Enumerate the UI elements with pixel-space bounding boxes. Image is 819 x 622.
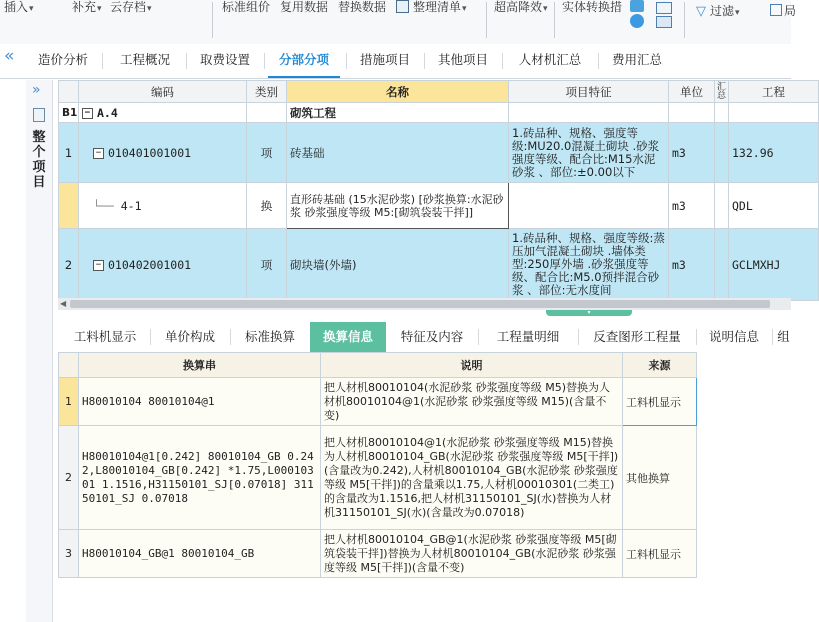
calc-header-string[interactable]: 换算串 <box>79 353 321 378</box>
table-row[interactable] <box>59 183 819 229</box>
scrollbar-thumb[interactable] <box>70 300 770 308</box>
organize-list-label: 整理清单 <box>413 0 462 14</box>
tab-divider <box>186 53 187 69</box>
calc-row-source[interactable]: 工料机显示 <box>623 378 697 426</box>
height-reduction-button[interactable]: 超高降效▾ <box>494 0 548 14</box>
organize-list-button[interactable]: 整理清单▾ <box>396 0 467 16</box>
bottom-tab-bar <box>58 322 791 353</box>
tab-divider <box>478 329 479 345</box>
tab-quantity-detail[interactable]: 工程量明细 <box>496 329 560 344</box>
calc-row-number: 3 <box>59 530 79 578</box>
scroll-left-icon[interactable]: ◀ <box>60 299 67 308</box>
tab-unit-price-composition[interactable]: 单价构成 <box>164 329 215 344</box>
tab-fee-summary[interactable]: 费用汇总 <box>611 52 662 67</box>
header-unit[interactable]: 单位 <box>669 81 715 103</box>
tab-divider <box>150 329 151 345</box>
table-row[interactable] <box>59 378 697 426</box>
tab-divider <box>578 329 579 345</box>
row-code-cell: └── 4-1 <box>79 183 247 229</box>
tab-graphic-quantity-lookup[interactable]: 反查图形工程量 <box>593 329 681 344</box>
calc-row-description: 把人材机80010104@1(水泥砂浆 砂浆强度等级 M15)替换为人材机80010104_GB(水泥砂浆 砂浆强度等级 M5[干拌])(含量改为0.242),人材机80010104_GB(水泥砂浆 砂浆强度等级 M5[干拌])的含量乘以1.75,人材机00010301(二类工)的含量改为1.1516,把人材机31150101_SJ(水)替换为人材机31150101_SJ(水)(含量改为0.07018) <box>321 426 623 530</box>
calc-row-source[interactable]: 其他换算 <box>623 426 697 530</box>
layout-icon <box>770 4 782 16</box>
insert-button[interactable]: 插入▾ <box>4 0 34 14</box>
table-row[interactable] <box>59 530 697 578</box>
calc-row-string[interactable]: H80010104 80010104@1 <box>79 378 321 426</box>
calc-header-number <box>59 353 79 378</box>
toolbar <box>0 0 797 45</box>
section-unit <box>669 103 715 123</box>
tab-divider <box>230 329 231 345</box>
supplement-button[interactable]: 补充▾ <box>72 0 102 14</box>
left-strip <box>26 80 53 622</box>
table-tool-icon[interactable] <box>656 2 672 14</box>
tab-project-overview[interactable]: 工程概况 <box>119 52 170 67</box>
tab-group[interactable]: 组 <box>777 329 790 344</box>
collapse-icon[interactable]: − <box>82 108 93 119</box>
row-unit: m3 <box>669 123 715 183</box>
calc-row-number: 1 <box>59 378 79 426</box>
row-type: 换 <box>247 183 287 229</box>
section-type <box>247 103 287 123</box>
splitter-handle[interactable]: ▾ <box>546 310 632 316</box>
cloud-save-button[interactable]: 云存档▾ <box>110 0 152 14</box>
row-unit: m3 <box>669 229 715 301</box>
section-row[interactable] <box>59 103 819 123</box>
more-toolbar-label: 局 <box>784 4 797 18</box>
row-summary <box>715 229 729 301</box>
replace-data-button[interactable]: 替换数据 <box>338 0 387 14</box>
header-code[interactable]: 编码 <box>79 81 247 103</box>
row-number: 2 <box>59 229 79 301</box>
row-code: 010402001001 <box>108 257 192 272</box>
supplement-label: 补充 <box>72 0 97 14</box>
tab-divider <box>598 53 599 69</box>
toolbar-divider <box>212 2 213 38</box>
tab-standard-conversion[interactable]: 标准换算 <box>244 329 295 344</box>
row-quantity[interactable]: GCLMXHJ <box>729 229 819 301</box>
calc-header-description[interactable]: 说明 <box>321 353 623 378</box>
header-quantity[interactable]: 工程 <box>729 81 819 103</box>
filter-label: 过滤 <box>710 4 735 18</box>
row-number: 1 <box>59 123 79 183</box>
insert-label: 插入 <box>4 0 29 14</box>
horizontal-scrollbar[interactable] <box>58 298 791 310</box>
header-type[interactable]: 类别 <box>247 81 287 103</box>
row-feature[interactable]: 1.砖品种、规格、强度等级:MU20.0混凝土砌块 .砂浆强度等级、配合比:M15水泥砂浆 、部位:±0.00以下 <box>509 123 669 183</box>
collapse-icon[interactable]: − <box>93 260 104 271</box>
conversion-info-panel <box>58 352 791 622</box>
tab-divider <box>502 53 503 69</box>
row-code: 010401001001 <box>108 145 192 160</box>
tab-divider <box>696 329 697 345</box>
tab-divider <box>772 329 773 345</box>
section-summary <box>715 103 729 123</box>
row-type: 项 <box>247 123 287 183</box>
tab-measures[interactable]: 措施项目 <box>359 52 410 67</box>
filter-icon: ▽ <box>696 4 706 19</box>
whole-project-label[interactable]: 整个项目 <box>32 130 46 190</box>
calc-row-description: 把人材机80010104(水泥砂浆 砂浆强度等级 M5)替换为人材机80010104@1(水泥砂浆 砂浆强度等级 M15)(含量不变) <box>321 378 623 426</box>
calc-header-source[interactable]: 来源 <box>623 353 697 378</box>
export-tool-icon[interactable] <box>656 16 672 28</box>
tab-labor-material-summary[interactable]: 人材机汇总 <box>518 52 582 67</box>
organize-list-icon <box>396 0 409 13</box>
toolbar-divider <box>486 2 487 38</box>
header-summary[interactable]: 汇总 <box>715 81 729 103</box>
collapse-left-icon[interactable]: « <box>4 46 15 66</box>
standard-price-button[interactable]: 标准组价 <box>222 0 271 14</box>
section-code-cell <box>79 103 247 123</box>
row-quantity[interactable]: QDL <box>729 183 819 229</box>
row-summary <box>715 183 729 229</box>
calc-row-number: 2 <box>59 426 79 530</box>
entity-convert-button[interactable]: 实体转换措 <box>562 0 623 14</box>
grid-tool-icon[interactable] <box>630 0 644 12</box>
row-number <box>59 183 79 229</box>
tab-fee-settings[interactable]: 取费设置 <box>199 52 250 67</box>
row-name[interactable]: 直形砖基础 (15水泥砂浆) [砂浆换算:水泥砂浆 砂浆强度等级 M5:[砌筑袋装干拌]] <box>287 183 509 229</box>
expand-tree-icon[interactable]: » <box>32 82 41 98</box>
tab-divider <box>102 53 103 69</box>
row-quantity[interactable]: 132.96 <box>729 123 819 183</box>
table-row[interactable] <box>59 426 697 530</box>
tab-labor-material-display[interactable]: 工料机显示 <box>73 329 137 344</box>
table-row[interactable] <box>59 123 819 183</box>
table-row[interactable] <box>59 229 819 301</box>
calc-tool-icon[interactable] <box>630 14 644 28</box>
tab-description-info[interactable]: 说明信息 <box>708 329 759 344</box>
calc-row-source[interactable]: 工料机显示 <box>623 530 697 578</box>
section-number: B1 <box>59 103 79 123</box>
header-feature[interactable]: 项目特征 <box>509 81 669 103</box>
document-icon[interactable] <box>33 108 45 122</box>
reuse-data-button[interactable]: 复用数据 <box>280 0 329 14</box>
row-feature[interactable]: 1.砖品种、规格、强度等级:蒸压加气混凝土砌块 .墙体类型:250厚外墙 .砂浆强度等级、配合比:M5.0预拌混合砂浆 、部位:无水度间 <box>509 229 669 301</box>
cloud-save-label: 云存档 <box>110 0 147 14</box>
tab-other-items[interactable]: 其他项目 <box>437 52 488 67</box>
section-feature <box>509 103 669 123</box>
section-quantity <box>729 103 819 123</box>
row-type: 项 <box>247 229 287 301</box>
more-toolbar-button[interactable] <box>770 4 796 18</box>
main-tab-bar <box>0 44 791 79</box>
toolbar-divider <box>684 2 685 38</box>
tab-features-content[interactable]: 特征及内容 <box>400 329 464 344</box>
row-name[interactable]: 砌块墙(外墙) <box>287 229 509 301</box>
row-feature[interactable] <box>509 183 669 229</box>
calc-row-description: 把人材机80010104_GB@1(水泥砂浆 砂浆强度等级 M5[砌筑袋装干拌])替换为人材机80010104_GB(水泥砂浆 砂浆强度等级 M5[干拌])(含量不变) <box>321 530 623 578</box>
row-code-cell <box>79 229 247 301</box>
tab-divider <box>346 53 347 69</box>
calc-row-string[interactable]: H80010104@1[0.242] 80010104_GB 0.242,L80010104_GB[0.242] *1.75,L00010301 1.1516,H31150101_SJ[0.07018] 31150101_SJ 0.07018 <box>79 426 321 530</box>
section-code: A.4 <box>97 105 118 120</box>
calc-row-string[interactable]: H80010104_GB@1 80010104_GB <box>79 530 321 578</box>
toolbar-divider <box>554 2 555 38</box>
tab-conversion-info[interactable]: 换算信息 <box>310 322 386 352</box>
row-code: 4-1 <box>120 198 142 213</box>
tab-sub-items[interactable]: 分部分项 <box>268 44 340 78</box>
filter-button[interactable]: ▽ 过滤▾ <box>696 4 740 19</box>
collapse-icon[interactable]: − <box>93 148 104 159</box>
row-unit: m3 <box>669 183 715 229</box>
header-row-number <box>59 81 79 103</box>
height-reduction-label: 超高降效 <box>494 0 543 14</box>
tab-divider <box>424 53 425 69</box>
row-code-cell <box>79 123 247 183</box>
left-gutter <box>0 80 27 622</box>
tab-cost-analysis[interactable]: 造价分析 <box>37 52 88 67</box>
tab-divider <box>264 53 265 69</box>
section-name: 砌筑工程 <box>287 103 509 123</box>
row-summary <box>715 123 729 183</box>
header-name[interactable]: 名称 <box>287 81 509 103</box>
sub-items-grid <box>58 80 791 320</box>
row-name[interactable]: 砖基础 <box>287 123 509 183</box>
